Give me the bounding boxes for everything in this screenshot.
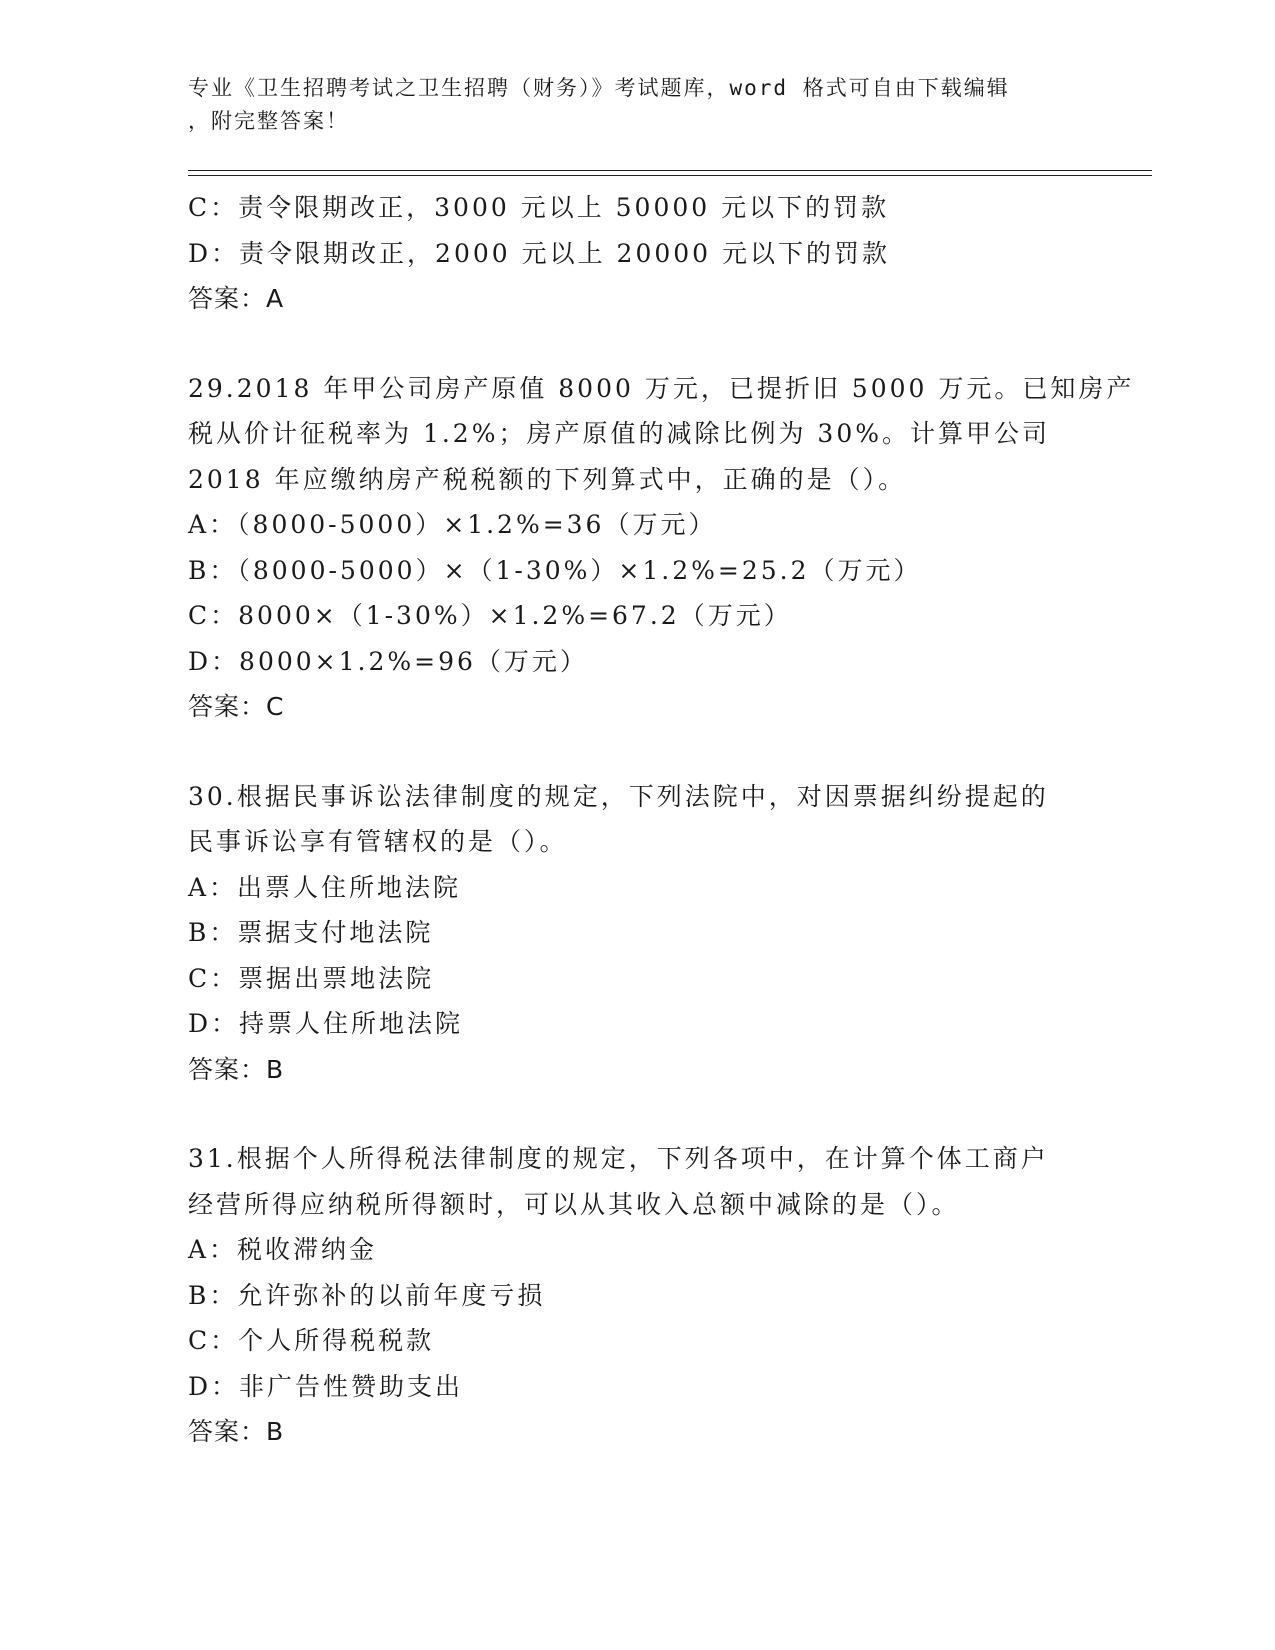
question-stem-line: 30.根据民事诉讼法律制度的规定，下列法院中，对因票据纠纷提起的 [188, 781, 1049, 811]
header-divider-bottom [188, 175, 1152, 176]
question-list [188, 185, 1135, 1455]
answer-line: 答案：C [188, 692, 285, 721]
header-line-2: ，附完整答案！ [188, 109, 349, 133]
option-b: B：允许弥补的以前年度亏损 [188, 1280, 546, 1310]
option-d: D：责令限期改正，2000 元以上 20000 元以下的罚款 [188, 238, 891, 268]
option-c: C：8000×（1-30%）×1.2%=67.2（万元） [188, 601, 792, 630]
option-d: D：持票人住所地法院 [188, 1009, 464, 1038]
spacer [188, 730, 1088, 774]
answer-line: 答案：A [188, 284, 285, 313]
answer-line: 答案：B [188, 1417, 285, 1446]
spacer [188, 322, 1088, 366]
option-d: D：非广告性赞助支出 [188, 1371, 464, 1401]
question-30 [188, 774, 1088, 1093]
question-stem-line: 2018 年应缴纳房产税税额的下列算式中，正确的是（）。 [188, 464, 907, 494]
option-c: C：个人所得税税款 [188, 1326, 435, 1355]
header-line-1: 专业《卫生招聘考试之卫生招聘（财务）》考试题库，word 格式可自由下载编辑 [188, 76, 1010, 100]
question-stem-line: 民事诉讼享有管辖权的是（）。 [188, 827, 568, 856]
question-stem-line: 税从价计征税率为 1.2%；房产原值的减除比例为 30%。计算甲公司 [188, 419, 1050, 448]
question-stem-line: 29.2018 年甲公司房产原值 8000 万元，已提折旧 5000 万元。已知房产 [188, 373, 1135, 403]
option-a: A：（8000-5000）×1.2%=36（万元） [188, 510, 717, 539]
answer-line: 答案：B [188, 1054, 285, 1084]
question-stem-line: 31.根据个人所得税法律制度的规定，下列各项中，在计算个体工商户 [188, 1144, 1049, 1173]
question-stem-line: 经营所得应纳税所得额时，可以从其收入总额中减除的是（）。 [188, 1189, 960, 1219]
option-a: A：税收滞纳金 [188, 1235, 378, 1264]
question-29 [188, 366, 1135, 730]
option-d: D：8000×1.2%=96（万元） [188, 646, 588, 676]
option-b: B：（8000-5000）×（1-30%）×1.2%=25.2（万元） [188, 555, 922, 585]
option-a: A：出票人住所地法院 [188, 872, 462, 902]
question-fragment [188, 185, 1088, 322]
option-c: C：票据出票地法院 [188, 963, 435, 993]
option-b: B：票据支付地法院 [188, 918, 434, 947]
option-c: C：责令限期改正，3000 元以上 50000 元以下的罚款 [188, 193, 890, 222]
spacer [188, 1092, 1088, 1136]
question-31 [188, 1136, 1088, 1455]
document-header [188, 72, 1068, 138]
header-divider-top [188, 170, 1152, 171]
